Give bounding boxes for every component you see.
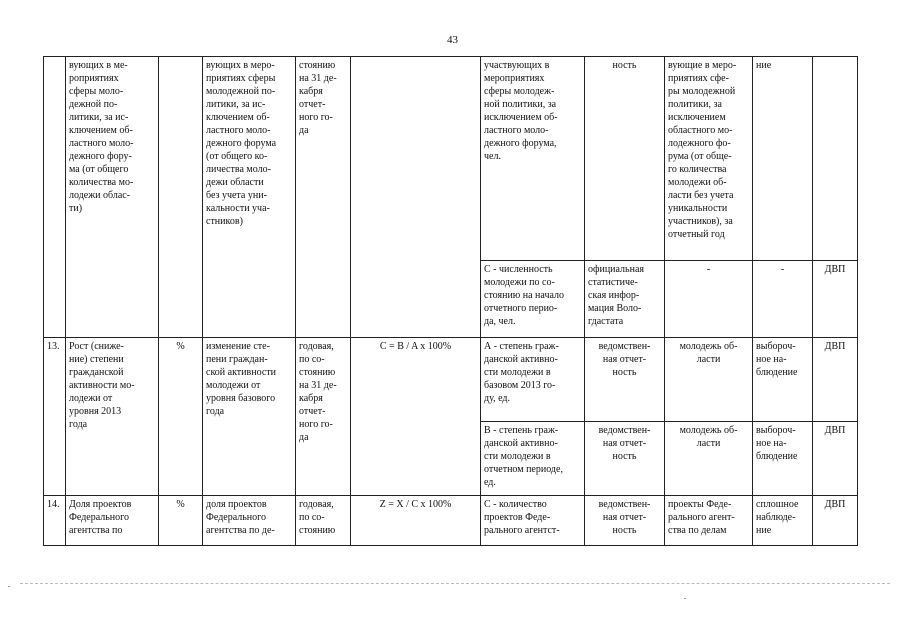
cell-variable: С - численность молодежи по со- стоянию на начало отчетного перио- да, чел. [481,261,585,338]
cell-name: Доля проектов Федерального агентства по [66,496,159,546]
cell-variable: А - степень граж- данской активно- сти молодежи в базовом 2013 го- ду, ед. [481,338,585,422]
scan-speck [8,586,10,587]
cell-period: стоянию на 31 де- кабря отчет- ного го- да [296,57,351,338]
cell-num: 13. [44,338,66,496]
cell-responsible: ДВП [813,261,858,338]
cell-formula [351,57,481,338]
table-row [44,496,858,546]
cell-name: вующих в ме- роприятиях сферы моло- дежной по- литики, за ис- ключением об- ластного моло- дежного фору- ма (от общего количества мо- лодежи облас- ти) [66,57,159,338]
cell-responsible [813,57,858,261]
cell-source: официальная статистиче- ская инфор- мация Воло- гдастата [585,261,665,338]
cell-unit: % [159,338,203,496]
cell-source: ность [585,57,665,261]
cell-definition: изменение сте- пени граждан- ской активности молодежи от уровня базового года [203,338,296,496]
cell-definition: вующих в меро- приятиях сферы молодежной по- литики, за ис- ключением об- ластного моло- дежного форума (от общего ко- личества моло- дежи области без учета уни- кальности уча- стников) [203,57,296,338]
cell-object: - [665,261,753,338]
cell-definition: доля проектов Федерального агентства по де- [203,496,296,546]
cell-variable: С - количество проектов Феде- рального агентст- [481,496,585,546]
cell-responsible: ДВП [813,338,858,422]
page-number: 43 [447,34,458,46]
cell-period: годовая, по со- стоянию на 31 де- кабря отчет- ного го- да [296,338,351,496]
cell-period: годовая, по со- стоянию [296,496,351,546]
cell-source: ведомствен- ная отчет- ность [585,496,665,546]
cell-object: проекты Феде- рального агент- ства по делам [665,496,753,546]
cell-method: выбороч- ное на- блюдение [753,338,813,422]
cell-object: молодежь об- ласти [665,422,753,496]
cell-method: - [753,261,813,338]
cell-unit: % [159,496,203,546]
cell-variable: участвующих в мероприятиях сферы молодеж- ной политики, за исключением об- ластного моло- дежного форума, чел. [481,57,585,261]
page-bottom-edge [20,583,890,584]
cell-name: Рост (сниже- ние) степени гражданской активности мо- лодежи от уровня 2013 года [66,338,159,496]
cell-source: ведомствен- ная отчет- ность [585,338,665,422]
cell-method: выбороч- ное на- блюдение [753,422,813,496]
cell-responsible: ДВП [813,496,858,546]
cell-object: молодежь об- ласти [665,338,753,422]
table-row [44,338,858,422]
table-row [44,57,858,261]
indicator-table [43,56,858,546]
cell-responsible: ДВП [813,422,858,496]
cell-object: вующие в меро- приятиях сфе- ры молодежной политики, за исключением областного мо- лодежного фо- рума (от обще- го количества молодежи об- ласти без учета уникальности участников), за отчетный год [665,57,753,261]
cell-source: ведомствен- ная отчет- ность [585,422,665,496]
cell-formula: Z = X / C x 100% [351,496,481,546]
cell-num: 14. [44,496,66,546]
cell-method: ние [753,57,813,261]
cell-num [44,57,66,338]
cell-unit [159,57,203,338]
scan-speck [684,598,686,599]
cell-formula: C = B / A x 100% [351,338,481,496]
cell-method: сплошное наблюде- ние [753,496,813,546]
cell-variable: В - степень граж- данской активно- сти молодежи в отчетном периоде, ед. [481,422,585,496]
